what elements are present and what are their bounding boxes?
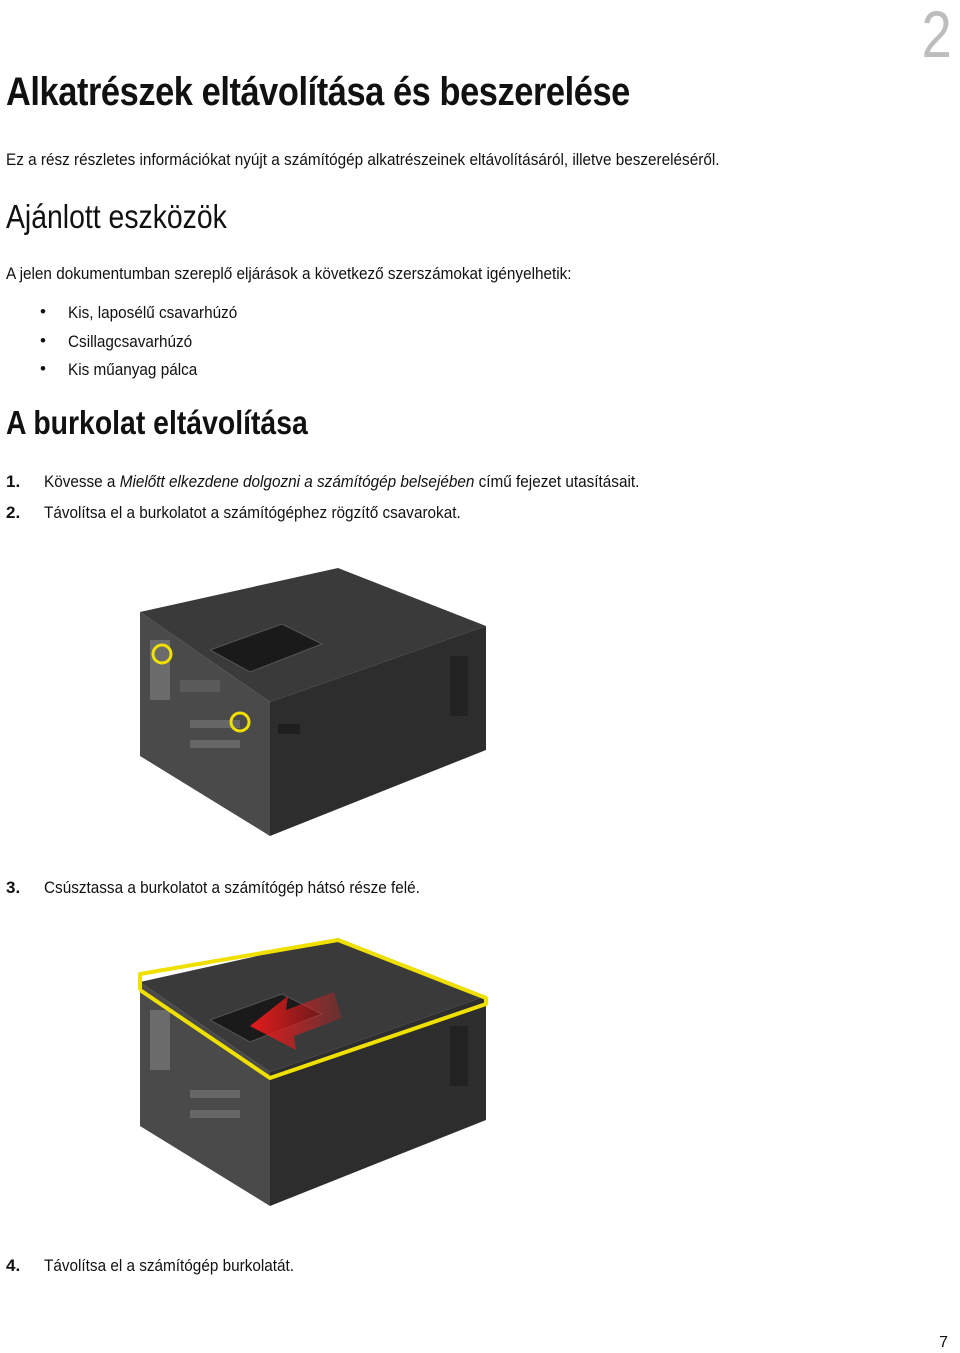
back-slot <box>190 740 240 748</box>
step-number: 1. <box>6 472 21 491</box>
slide-cover-figure <box>110 930 510 1220</box>
step-text <box>44 472 639 492</box>
tool-item: Kis, laposélű csavarhúzó <box>68 303 238 322</box>
bullet-icon: • <box>40 359 46 378</box>
step-text-before: Kövesse a <box>44 472 120 491</box>
step-number: 2. <box>6 503 21 522</box>
case-foot <box>450 1026 468 1086</box>
step-number: 3. <box>6 878 21 897</box>
step-text-after: című fejezet utasításait. <box>474 472 640 491</box>
step-text: Csúsztassa a burkolatot a számítógép hátsó része felé. <box>44 878 420 897</box>
bullet-icon: • <box>40 302 46 321</box>
tool-item: Csillagcsavarhúzó <box>68 332 193 351</box>
chapter-number: 2 <box>921 0 952 71</box>
back-slot <box>190 1090 240 1098</box>
tool-item: Kis műanyag pálca <box>68 360 198 379</box>
back-slot <box>180 680 220 692</box>
back-slot <box>190 1110 240 1118</box>
cover-heading: A burkolat eltávolítása <box>6 404 308 441</box>
step-text: Távolítsa el a számítógép burkolatát. <box>44 1256 295 1275</box>
intro-text: Ez a rész részletes információkat nyújt a számítógép alkatrészeinek eltávolításáról, illetve beszereléséről. <box>6 150 720 169</box>
step-number: 4. <box>6 1256 21 1275</box>
tools-heading: Ajánlott eszközök <box>6 198 227 235</box>
back-slot <box>150 1010 170 1070</box>
step-link-text[interactable]: Mielőtt elkezdene dolgozni a számítógép belsejében <box>119 472 475 491</box>
computer-screws-figure <box>110 560 510 850</box>
page-number: 7 <box>939 1334 948 1351</box>
bullet-icon: • <box>40 331 46 350</box>
step-text: Távolítsa el a burkolatot a számítógéphez rögzítő csavarokat. <box>44 503 461 522</box>
case-foot <box>278 724 300 734</box>
tools-intro: A jelen dokumentumban szereplő eljárások a következő szerszámokat igényelhetik: <box>6 264 572 283</box>
page-title: Alkatrészek eltávolítása és beszerelése <box>6 70 630 114</box>
case-foot <box>450 656 468 716</box>
